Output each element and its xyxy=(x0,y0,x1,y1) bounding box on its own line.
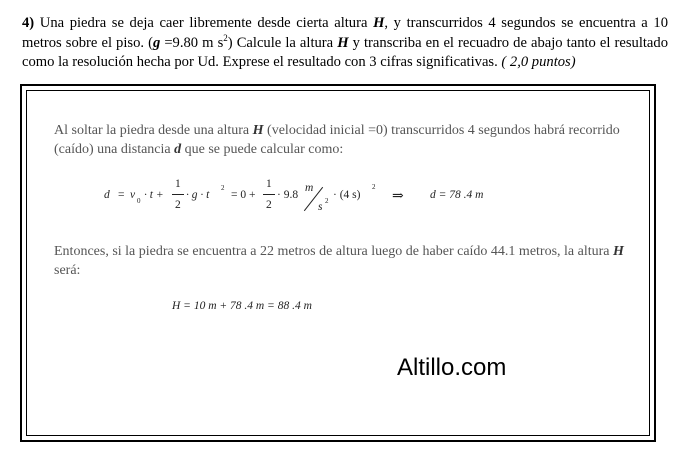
eq2-text: H = 10 m + 78 .4 m = 88 .4 m xyxy=(172,300,312,312)
problem-text-d: ) Calcule la altura xyxy=(227,34,338,51)
problem-text-c: =9.80 m s xyxy=(160,34,224,51)
para2-text-b: será: xyxy=(54,263,81,278)
gravity-exponent: 2 xyxy=(223,32,228,43)
var-g: g xyxy=(152,34,161,51)
eq1-v-sub: 0 xyxy=(137,197,141,205)
implies-icon: ⇒ xyxy=(392,189,404,204)
eq1-equals: = xyxy=(118,189,125,201)
eq1-d: d xyxy=(104,189,110,201)
eq1-v: v xyxy=(130,189,136,201)
var-h-2: H xyxy=(337,34,349,51)
points-label: ( 2,0 puntos) xyxy=(501,54,576,70)
answer-paragraph-2 xyxy=(54,242,624,280)
eq1-half2-bar xyxy=(263,194,275,195)
para2-var-h: H xyxy=(613,244,624,259)
eq1-paren: · (4 s) xyxy=(333,189,361,201)
eq1-unit-s-exp: 2 xyxy=(325,197,329,205)
eq1-unit-s: s xyxy=(318,201,323,213)
eq1-half2-num: 1 xyxy=(266,178,272,190)
eq1-unit-m: m xyxy=(305,182,314,194)
problem-number: 4) xyxy=(22,15,35,31)
problem-text-e: y transcriba en el recuadro de abajo tanto el resultado como la resolución hecha por Ud. Exprese el resultado con 3 cifras significativas. xyxy=(22,34,669,70)
para1-text-a: Al soltar la piedra desde una altura xyxy=(54,123,253,138)
eq1-dot-t: · t + xyxy=(144,189,164,201)
problem-text-b: , y transcurridos 4 segundos se encuentra a 10 metros sobre el piso. ( xyxy=(22,15,668,51)
eq1-eq0: = 0 + xyxy=(231,189,256,201)
var-h: H xyxy=(373,15,385,31)
eq1-paren-exp: 2 xyxy=(372,183,376,191)
eq1-result: d = 78 .4 m xyxy=(430,189,484,201)
para1-text-c: que se puede calcular como: xyxy=(181,142,344,157)
watermark-text: Altillo.com xyxy=(397,354,507,381)
eq1-t-exp: 2 xyxy=(221,184,225,192)
para1-var-d: d xyxy=(174,142,182,157)
eq1-half-bar xyxy=(172,194,184,195)
para2-text-a: Entonces, si la piedra se encuentra a 22 metros de altura luego de haber caído 44.1 metros, la altura xyxy=(54,244,614,259)
para1-var-h: H xyxy=(252,123,264,138)
eq1-half2-den: 2 xyxy=(266,199,272,211)
para1-text-b: (velocidad inicial =0) transcurridos 4 segundos habrá recorrido (caído) una distancia xyxy=(54,123,620,157)
problem-text-a: Una piedra se deja caer libremente desde cierta altura xyxy=(34,15,374,31)
eq1-value: · 9.8 xyxy=(277,189,299,201)
eq1-g-t: · g · t xyxy=(186,189,210,201)
eq1-half-num: 1 xyxy=(175,178,181,190)
eq1-half-den: 2 xyxy=(175,199,181,211)
